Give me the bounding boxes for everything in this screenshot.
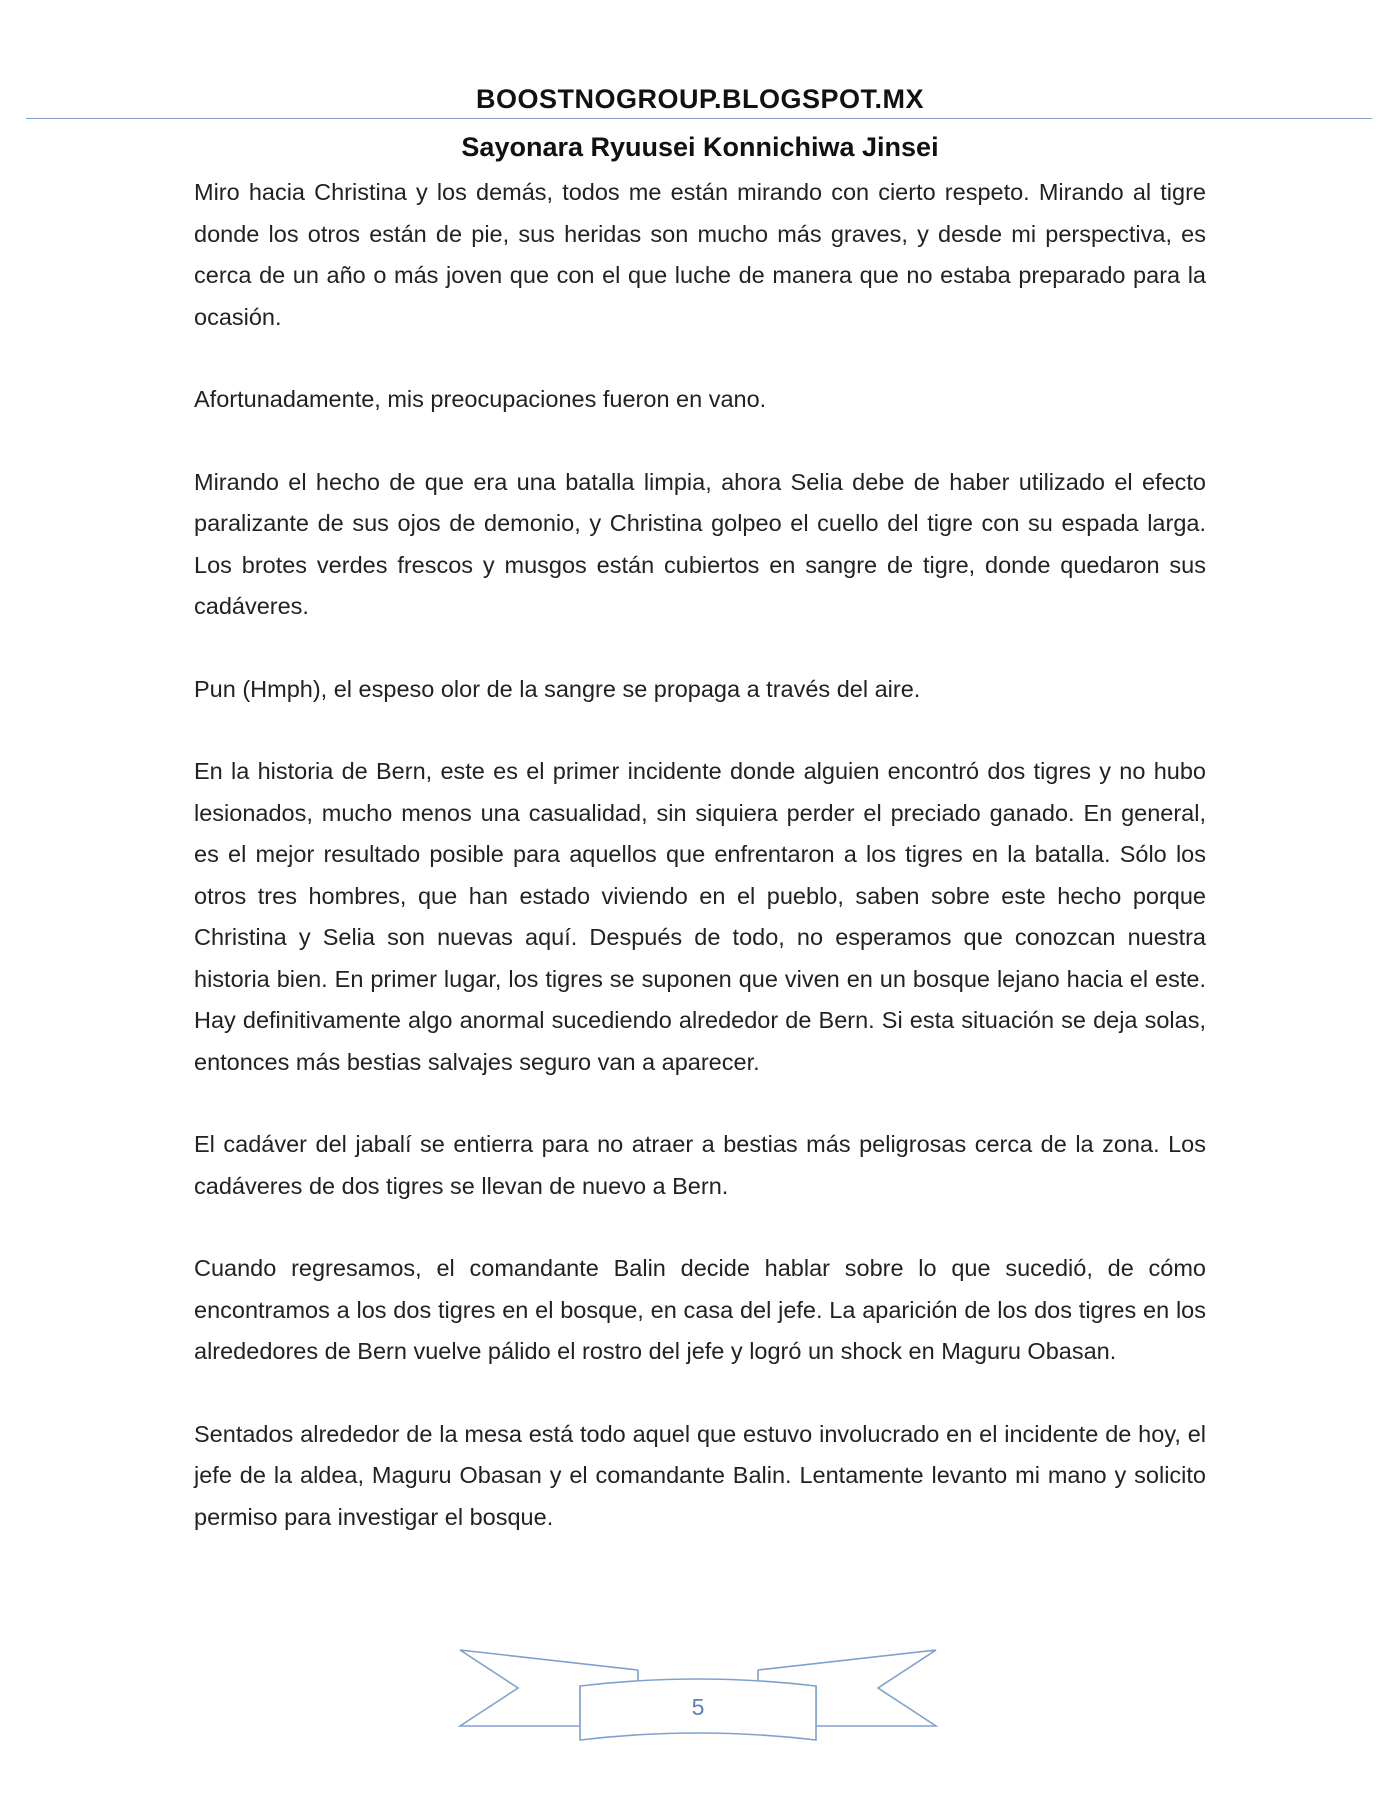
paragraph: Miro hacia Christina y los demás, todos me están mirando con cierto respeto. Mirando al tigre donde los otros están de pie, sus heridas son mucho más graves, y desde mi perspectiva, es cerca de un año o más joven que con el que luche de manera que no estaba preparado para la ocasión.	[194, 179, 1206, 330]
paragraph: Cuando regresamos, el comandante Balin decide hablar sobre lo que sucedió, de cómo encontramos a los dos tigres en el bosque, en casa del jefe. La aparición de los dos tigres en los alrededores de Bern vuelve pálido el rostro del jefe y logró un shock en Maguru Obasan.	[194, 1255, 1206, 1364]
paragraph: Pun (Hmph), el espeso olor de la sangre se propaga a través del aire.	[194, 675, 921, 702]
paragraph: Mirando el hecho de que era una batalla limpia, ahora Selia debe de haber utilizado el efecto paralizante de sus ojos de demonio, y Christina golpeo el cuello del tigre con su espada larga. Los brotes verdes frescos y musgos están cubiertos en sangre de tigre, donde quedaron sus cadáveres.	[194, 468, 1206, 619]
page-number: 5	[691, 1694, 705, 1720]
paragraph: El cadáver del jabalí se entierra para no atraer a bestias más peligrosas cerca de la zona. Los cadáveres de dos tigres se llevan de nuevo a Bern.	[194, 1131, 1206, 1199]
paragraph: Sentados alrededor de la mesa está todo aquel que estuvo involucrado en el incidente de hoy, el jefe de la aldea, Maguru Obasan y el comandante Balin. Lentamente levanto mi mano y solicito permiso para investigar el bosque.	[194, 1420, 1206, 1530]
page-header-site: BOOSTNOGROUP.BLOGSPOT.MX	[475, 84, 925, 114]
page-header-title: Sayonara Ryuusei Konnichiwa Jinsei	[461, 132, 939, 162]
paragraph: Afortunadamente, mis preocupaciones fueron en vano.	[194, 386, 767, 412]
header-divider	[26, 118, 1372, 119]
paragraph: En la historia de Bern, este es el primer incidente donde alguien encontró dos tigres y no hubo lesionados, mucho menos una casualidad, sin siquiera perder el preciado ganado. En general, es el mejor resultado posible para aquellos que enfrentaron a los tigres en la batalla. Sólo los otros tres hombres, que han estado viviendo en el pueblo, saben sobre este hecho porque Christina y Selia son nuevas aquí. Después de todo, no esperamos que conozcan nuestra historia bien. En primer lugar, los tigres se suponen que viven en un bosque lejano hacia el este. Hay definitivamente algo anormal sucediendo alrededor de Bern. Si esta situación se deja solas, entonces más bestias salvajes seguro van a aparecer.	[194, 758, 1206, 1075]
body-text	[194, 172, 1206, 1579]
